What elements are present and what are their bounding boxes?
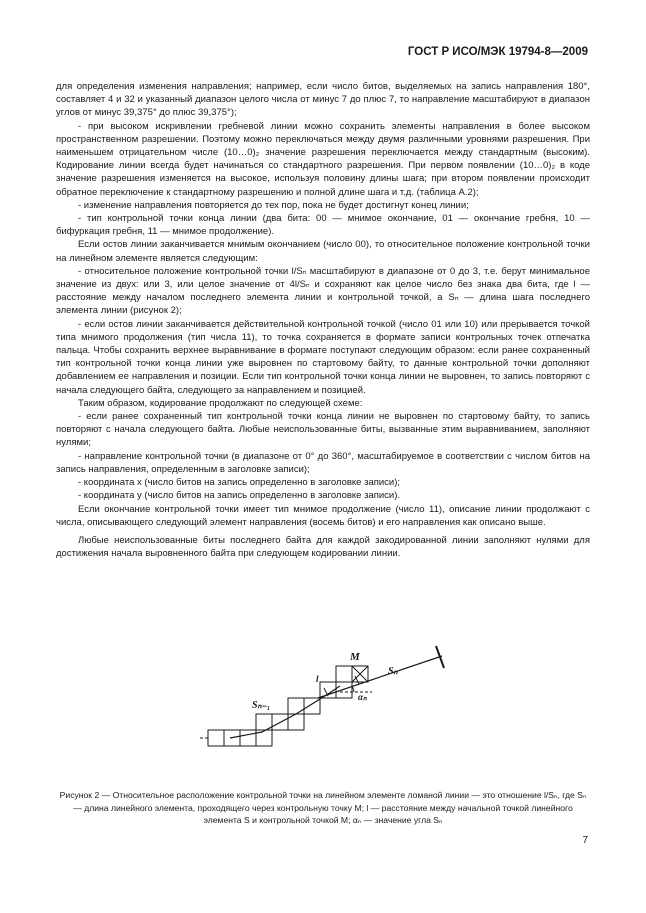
paragraph: - изменение направления повторяется до тех пор, пока не будет достигнут конец линии; bbox=[78, 199, 469, 211]
label-alpha: αₙ bbox=[358, 692, 367, 702]
figure-caption: Рисунок 2 — Относительное расположение контрольной точки на линейном элементе ломаной линии — это отношение l/Sₙ, где Sₙ — длина линейного элемента, проходящего через контрольную точку M; l — расстояние между начальной точкой линейного элемента S и контрольной точкой M; αₙ — значение угла Sₙ bbox=[59, 790, 587, 825]
paragraph: - направление контрольной точки (в диапазоне от 0° до 360°, масштабируемое в соответствии с числом битов на запись направления, определенным в заголовке записи); bbox=[56, 450, 590, 475]
page-number: 7 bbox=[582, 835, 588, 846]
paragraph: - относительное положение контрольной точки l/Sₙ масштабируют в диапазоне от 0 до 3, т.е. берут минимальное значение из двух: или 3, или целое значение от 4l/Sₙ и сохраняют как целое число без знака два бита, где l — расстояние между началом последнего элемента линии и контрольной точкой, а Sₙ — длина шага последнего элемента линии (рисунок 2); bbox=[56, 265, 590, 317]
paragraph: для определения изменения направления; например, если число битов, выделяемых на запись направления 180°, составляет 4 и 32 и указанный диапазон целого числа от минус 7 до плюс 7, то направление масштабируют в диапазон углов от минус 39,375° до плюс 39,375°); bbox=[56, 81, 590, 119]
cell bbox=[336, 666, 352, 682]
paragraph: - при высоком искривлении гребневой линии можно сохранить элементы направления в более высоком пространственном разрешении. Поэтому можно переключаться между двумя различными уровнями разрешения. При наименьшем отрицательном числе (10…0)₂ значение разрешения переключается между стандартным (высоким). Кодирование линии всегда будет начинаться со стандартного разрешения. При первом появлении (10…0)₂ в коде значение разрешения изменяется на высокое, используя половину длины шага; при втором появлении происходит обратное переключение к стандартному разрешению и полной длине шага и т.д. (таблица А.2); bbox=[56, 120, 590, 198]
paragraph: Если остов линии заканчивается мнимым окончанием (число 00), то относительное положение контрольной точки на линейном элементе является следующим: bbox=[56, 239, 590, 264]
cell bbox=[240, 730, 256, 746]
label-l: l bbox=[316, 674, 319, 684]
label-sn: Sₙ bbox=[388, 666, 398, 677]
paragraph: - если ранее сохраненный тип контрольной точки конца линии не выровнен по стартовому байту, то запись повторяют с начала следующего байта. Любые неиспользованные биты, вызванные этим выравниванием, заполняют нулями; bbox=[56, 411, 590, 449]
figure-2 bbox=[200, 640, 450, 760]
cell bbox=[288, 698, 304, 714]
cell bbox=[336, 682, 352, 698]
paragraph: - координата y (число битов на запись определенно в заголовке записи). bbox=[78, 490, 401, 502]
paragraph: - если остов линии заканчивается действительной контрольной точкой (число 01 или 10) или прерывается точкой типа мнимого продолжения (тип числа 11), то точка сохраняется в формате записи контрольных точек отпечатка пальца. Чтобы сохранить верхнее выравнивание в формате поступают следующим образом: если ранее сохраненный тип контрольной точки конца линии уже выровнен по стартовому байту, то данные контрольной точки дополняют добавлением ее направления и позиции. Если тип контрольной точки конца линии не выровнен, то запись повторяют с начала следующего байта, следующего за направлением и позицией. bbox=[56, 318, 590, 396]
polyline-diagram bbox=[200, 640, 450, 760]
paragraph: - координата x (число битов на запись определенно в заголовке записи); bbox=[78, 477, 401, 489]
paragraph: Если окончание контрольной точки имеет тип мнимое продолжение (число 11), описание линии продолжают с числа, описывающего следующий элемент направления (восемь битов) и его направления как описано выше. bbox=[56, 503, 590, 528]
label-m: M bbox=[350, 651, 360, 663]
main-text bbox=[56, 80, 590, 560]
segment-sn bbox=[318, 656, 442, 698]
cell bbox=[208, 730, 224, 746]
paragraph: - тип контрольной точки конца линии (два бита: 00 — мнимое окончание, 01 — окончание гребня, 10 — бифуркация гребня, 11 — мнимое продолжение). bbox=[56, 213, 590, 238]
document-header: ГОСТ Р ИСО/МЭК 19794-8—2009 bbox=[407, 46, 588, 58]
paragraph: Таким образом, кодирование продолжают по следующей схеме: bbox=[78, 397, 363, 409]
paragraph: Любые неиспользованные биты последнего байта для каждой закодированной линии заполняют нулями для достижения начала выровненного байта при следующем кодировании линии. bbox=[56, 534, 590, 560]
label-sn-1: Sₙ₋₁ bbox=[252, 700, 271, 711]
